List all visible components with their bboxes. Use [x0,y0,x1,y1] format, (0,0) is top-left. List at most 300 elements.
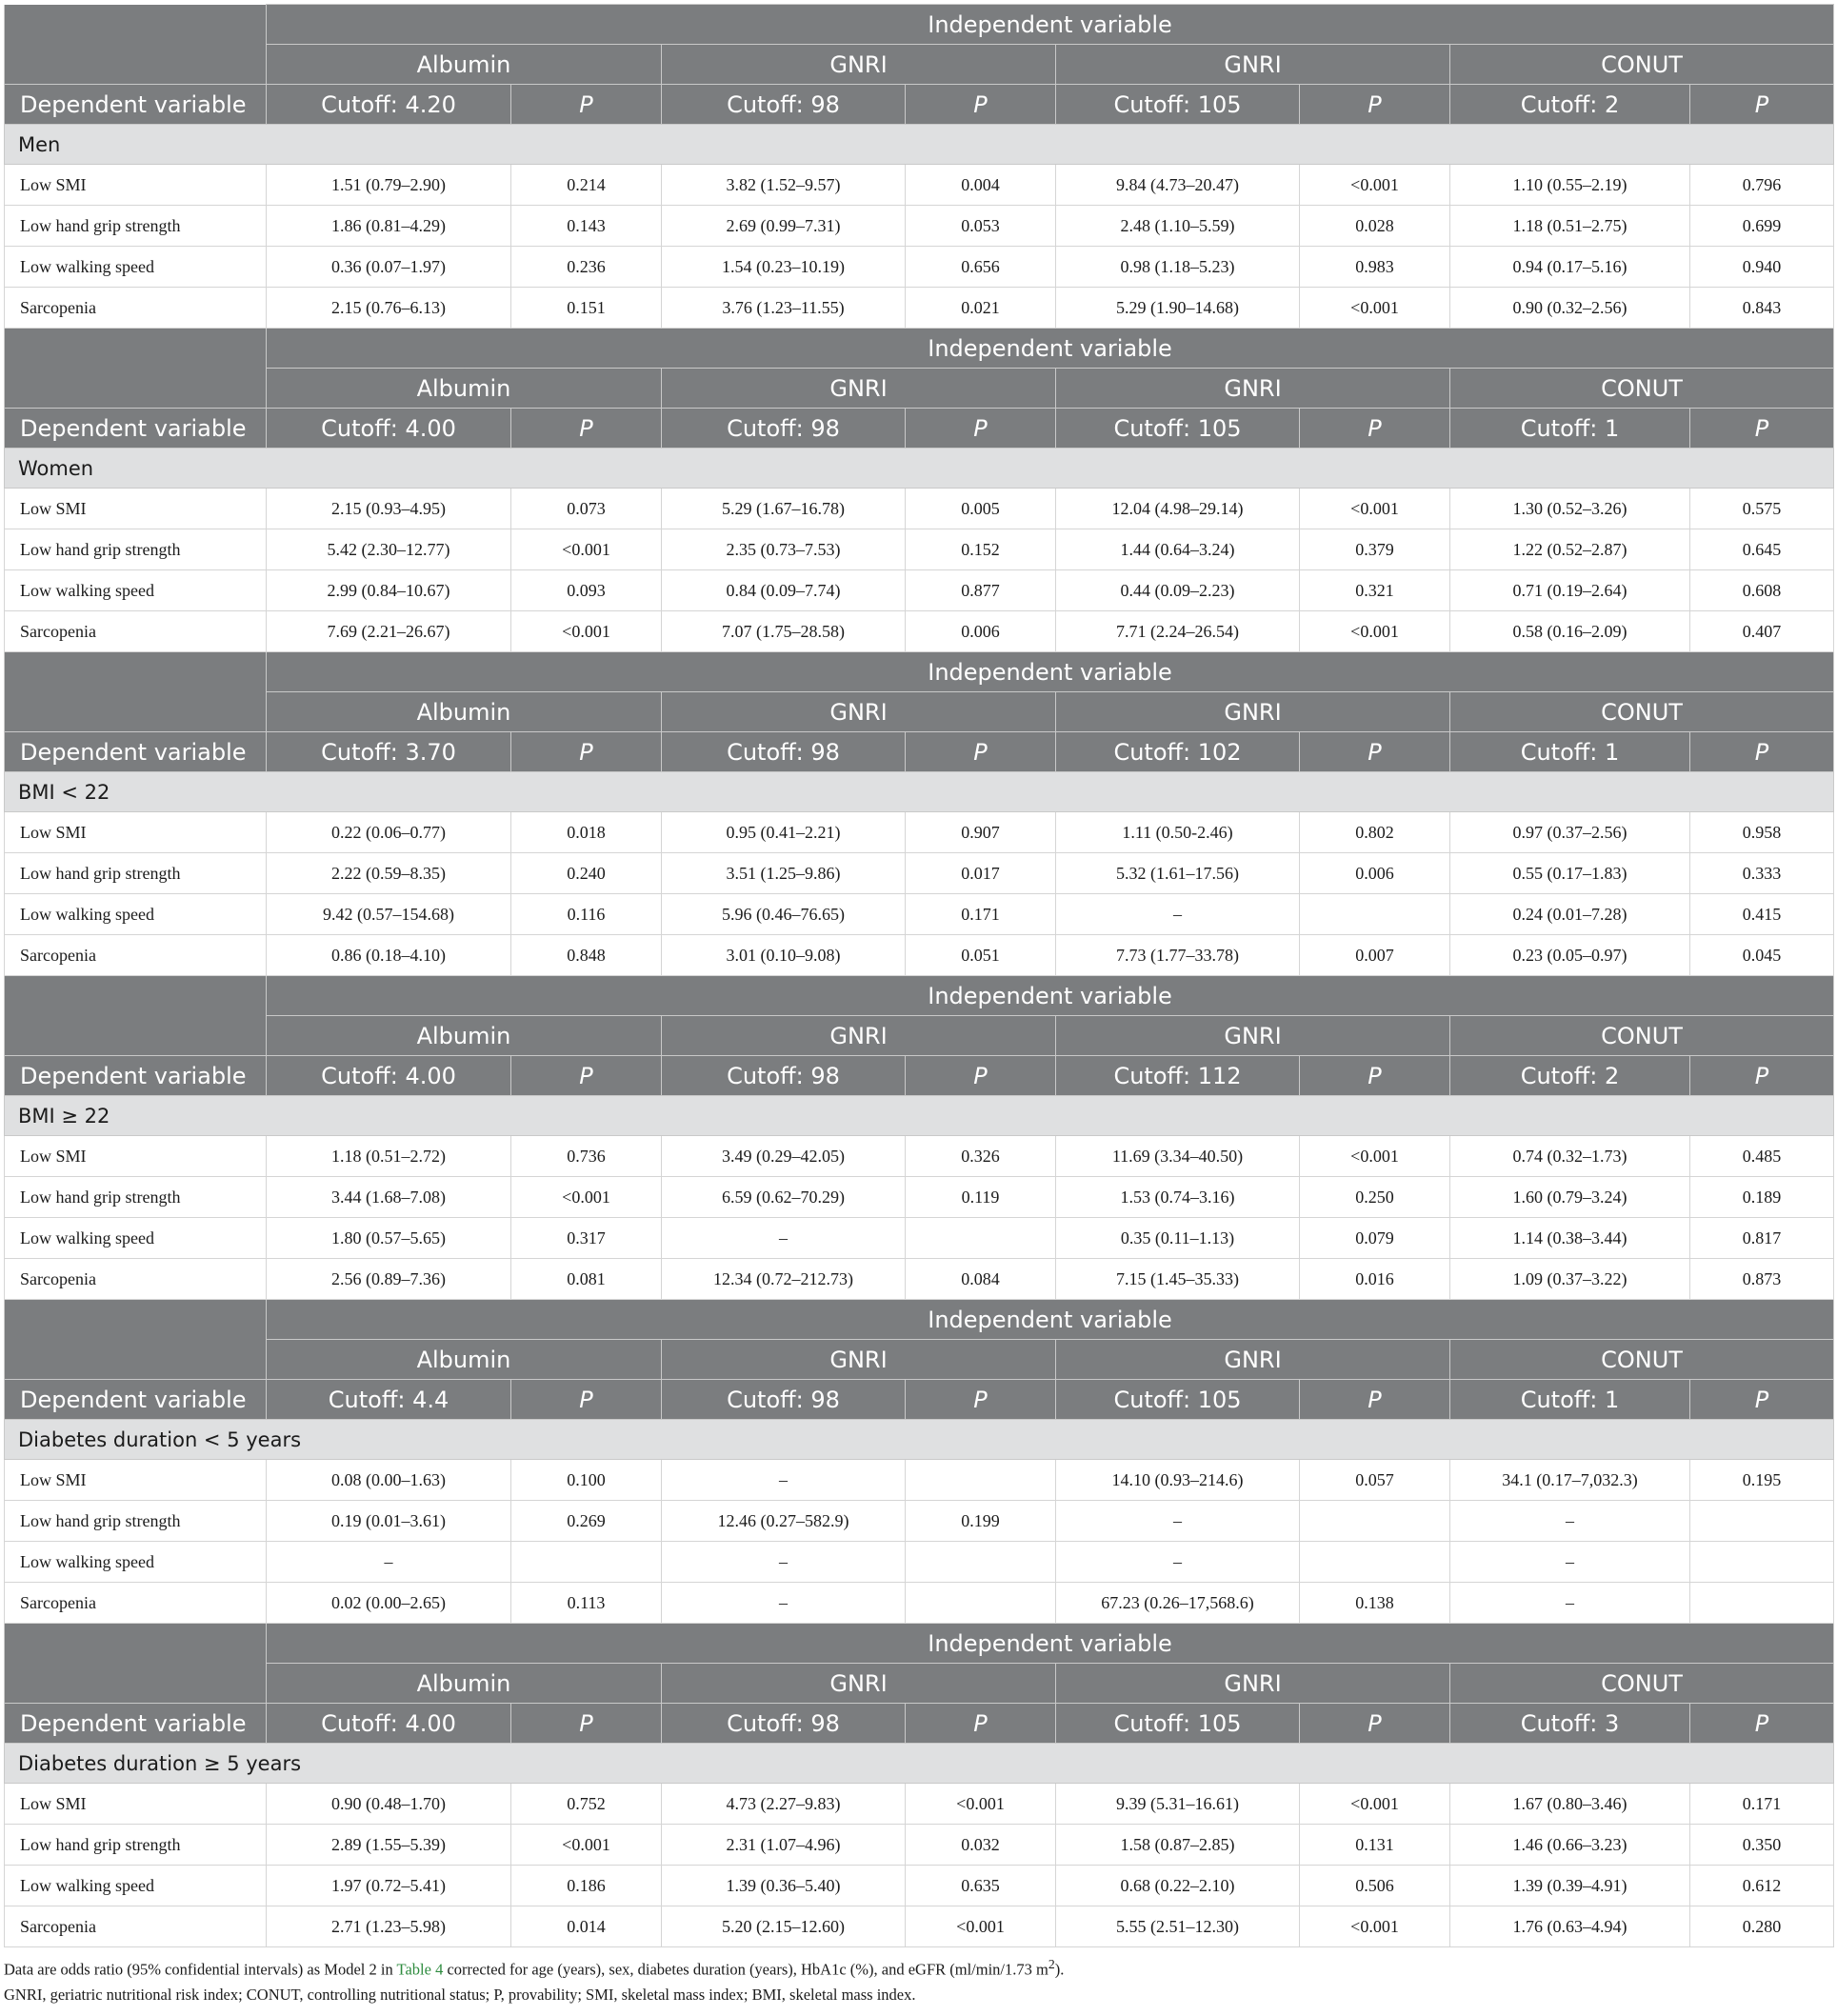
p-value-cell: 0.699 [1690,206,1834,247]
header-row-independent [5,652,1834,692]
cutoff-header: Cutoff: 4.4 [267,1380,511,1420]
header-row-indices [5,45,1834,85]
odds-ratio-cell: 0.74 (0.32–1.73) [1450,1136,1690,1177]
odds-ratio-cell: 0.95 (0.41–2.21) [662,812,906,853]
row-label: Low hand grip strength [5,206,267,247]
dependent-variable-header: Dependent variable [5,1380,267,1420]
p-value-cell: 0.152 [906,529,1056,570]
p-value-cell: 0.006 [1300,853,1450,894]
p-value-cell: 0.006 [906,611,1056,652]
header-row-independent [5,976,1834,1016]
row-label: Low SMI [5,1784,267,1825]
p-value-cell: 0.032 [906,1825,1056,1866]
p-value-cell: 0.131 [1300,1825,1450,1866]
p-value-cell: 0.057 [1300,1460,1450,1501]
odds-ratio-cell: 12.46 (0.27–582.9) [662,1501,906,1542]
odds-ratio-cell: – [662,1583,906,1624]
odds-ratio-cell: 1.86 (0.81–4.29) [267,206,511,247]
table-row [5,206,1834,247]
row-label: Low walking speed [5,570,267,611]
row-label: Low hand grip strength [5,1501,267,1542]
p-value-cell: 0.171 [1690,1784,1834,1825]
group-label: BMI < 22 [5,772,1834,812]
p-header: P [906,732,1056,772]
odds-ratio-cell: 0.02 (0.00–2.65) [267,1583,511,1624]
p-value-cell [906,1218,1056,1259]
odds-ratio-cell: 12.34 (0.72–212.73) [662,1259,906,1300]
odds-ratio-cell: 1.46 (0.66–3.23) [1450,1825,1690,1866]
p-header: P [1690,1704,1834,1744]
independent-variable-header: Independent variable [267,976,1834,1016]
row-label: Low walking speed [5,894,267,935]
table-row [5,247,1834,288]
p-value-cell: 0.250 [1300,1177,1450,1218]
odds-ratio-cell: 7.07 (1.75–28.58) [662,611,906,652]
table-row [5,1501,1834,1542]
dependent-variable-header: Dependent variable [5,409,267,449]
index-header: GNRI [1056,1340,1450,1380]
group-label: Women [5,449,1834,489]
p-header: P [1690,1056,1834,1096]
row-label: Sarcopenia [5,1583,267,1624]
dependent-variable-header: Dependent variable [5,732,267,772]
p-value-cell: 0.093 [511,570,662,611]
p-value-cell: 0.113 [511,1583,662,1624]
cutoff-header: Cutoff: 98 [662,409,906,449]
p-value-cell [906,1542,1056,1583]
odds-ratio-cell: 1.30 (0.52–3.26) [1450,489,1690,529]
odds-ratio-cell: – [662,1460,906,1501]
dependent-variable-header: Dependent variable [5,1704,267,1744]
odds-ratio-cell: 1.76 (0.63–4.94) [1450,1906,1690,1947]
table-row [5,529,1834,570]
row-label: Low SMI [5,1460,267,1501]
p-value-cell: <0.001 [906,1906,1056,1947]
p-value-cell: 0.407 [1690,611,1834,652]
p-value-cell: 0.081 [511,1259,662,1300]
p-value-cell: 0.796 [1690,165,1834,206]
row-label: Low walking speed [5,1218,267,1259]
index-header: CONUT [1450,1016,1834,1056]
p-value-cell: 0.116 [511,894,662,935]
odds-ratio-cell: 2.89 (1.55–5.39) [267,1825,511,1866]
cutoff-header: Cutoff: 98 [662,85,906,125]
odds-ratio-cell: 1.11 (0.50-2.46) [1056,812,1300,853]
p-value-cell: <0.001 [511,611,662,652]
p-value-cell: 0.280 [1690,1906,1834,1947]
table-row [5,1784,1834,1825]
p-value-cell: 0.151 [511,288,662,329]
table-row [5,1583,1834,1624]
odds-ratio-cell: 2.15 (0.76–6.13) [267,288,511,329]
index-header: GNRI [662,45,1056,85]
header-stub [5,329,267,369]
p-value-cell: 0.506 [1300,1866,1450,1906]
p-value-cell: 0.940 [1690,247,1834,288]
p-value-cell: 0.983 [1300,247,1450,288]
p-value-cell: <0.001 [511,1177,662,1218]
odds-ratio-cell: 3.82 (1.52–9.57) [662,165,906,206]
row-label: Low SMI [5,165,267,206]
odds-ratio-cell: 0.23 (0.05–0.97) [1450,935,1690,976]
odds-ratio-cell: 2.99 (0.84–10.67) [267,570,511,611]
odds-ratio-cell: 0.90 (0.32–2.56) [1450,288,1690,329]
table-row [5,1825,1834,1866]
odds-ratio-cell: 1.51 (0.79–2.90) [267,165,511,206]
odds-ratio-cell: 1.14 (0.38–3.44) [1450,1218,1690,1259]
odds-ratio-cell: 1.09 (0.37–3.22) [1450,1259,1690,1300]
index-header: GNRI [662,1664,1056,1704]
odds-ratio-cell: 12.04 (4.98–29.14) [1056,489,1300,529]
p-header: P [1300,1056,1450,1096]
p-value-cell [1690,1501,1834,1542]
p-value-cell: 0.612 [1690,1866,1834,1906]
row-label: Low hand grip strength [5,1825,267,1866]
odds-ratio-cell: 0.58 (0.16–2.09) [1450,611,1690,652]
index-header: GNRI [1056,369,1450,409]
table-row [5,1177,1834,1218]
odds-ratio-cell: 34.1 (0.17–7,032.3) [1450,1460,1690,1501]
p-header: P [511,1380,662,1420]
p-value-cell: <0.001 [511,1825,662,1866]
odds-ratio-cell: 1.97 (0.72–5.41) [267,1866,511,1906]
p-value-cell: 0.379 [1300,529,1450,570]
p-value-cell: 0.958 [1690,812,1834,853]
p-value-cell: 0.877 [906,570,1056,611]
row-label: Sarcopenia [5,288,267,329]
odds-ratio-cell: 2.22 (0.59–8.35) [267,853,511,894]
header-stub [5,5,267,45]
cutoff-header: Cutoff: 4.20 [267,85,511,125]
odds-ratio-cell: – [1056,1501,1300,1542]
p-header: P [1300,1704,1450,1744]
table-row [5,570,1834,611]
cutoff-header: Cutoff: 105 [1056,1704,1300,1744]
odds-ratio-cell: 7.69 (2.21–26.67) [267,611,511,652]
row-label: Low walking speed [5,247,267,288]
p-value-cell: 0.240 [511,853,662,894]
header-row-indices [5,1340,1834,1380]
table-row [5,1542,1834,1583]
odds-ratio-cell: – [662,1542,906,1583]
odds-ratio-cell: 1.58 (0.87–2.85) [1056,1825,1300,1866]
row-label: Sarcopenia [5,1259,267,1300]
independent-variable-header: Independent variable [267,329,1834,369]
p-value-cell: <0.001 [906,1784,1056,1825]
p-header: P [511,1056,662,1096]
cutoff-header: Cutoff: 2 [1450,1056,1690,1096]
group-label: Men [5,125,1834,165]
group-row [5,1744,1834,1784]
index-header: GNRI [662,369,1056,409]
dependent-variable-header: Dependent variable [5,85,267,125]
odds-ratio-table [4,4,1834,1947]
row-label: Sarcopenia [5,611,267,652]
odds-ratio-cell: 3.01 (0.10–9.08) [662,935,906,976]
p-value-cell: 0.014 [511,1906,662,1947]
p-header: P [511,409,662,449]
odds-ratio-cell: 2.56 (0.89–7.36) [267,1259,511,1300]
p-value-cell: <0.001 [1300,288,1450,329]
odds-ratio-cell: 0.08 (0.00–1.63) [267,1460,511,1501]
p-value-cell: 0.321 [1300,570,1450,611]
odds-ratio-cell: 67.23 (0.26–17,568.6) [1056,1583,1300,1624]
odds-ratio-cell: 0.24 (0.01–7.28) [1450,894,1690,935]
odds-ratio-cell: 5.29 (1.90–14.68) [1056,288,1300,329]
footnote-data-description: Data are odds ratio (95% confidential intervals) as Model 2 in Table 4 corrected for age (years), sex, diabetes duration (years), HbA1c (%), and eGFR (ml/min/1.73 $m^2$). [4,1957,1065,1979]
p-header: P [1300,85,1450,125]
row-label: Low SMI [5,1136,267,1177]
p-value-cell: 0.752 [511,1784,662,1825]
p-value-cell: 0.635 [906,1866,1056,1906]
p-value-cell: <0.001 [1300,489,1450,529]
row-label: Low hand grip strength [5,853,267,894]
table-row [5,611,1834,652]
table-row [5,894,1834,935]
p-value-cell: 0.415 [1690,894,1834,935]
p-header: P [1690,409,1834,449]
p-header: P [906,1056,1056,1096]
cutoff-header: Cutoff: 2 [1450,85,1690,125]
p-value-cell [511,1542,662,1583]
index-header: Albumin [267,369,662,409]
odds-ratio-cell: 2.31 (1.07–4.96) [662,1825,906,1866]
p-value-cell: <0.001 [511,529,662,570]
cutoff-header: Cutoff: 4.00 [267,409,511,449]
p-value-cell: 0.028 [1300,206,1450,247]
p-value-cell [906,1583,1056,1624]
header-row-independent [5,1624,1834,1664]
p-value-cell [1300,1542,1450,1583]
p-header: P [906,85,1056,125]
odds-ratio-cell: 5.29 (1.67–16.78) [662,489,906,529]
p-value-cell: <0.001 [1300,611,1450,652]
odds-ratio-cell: 0.55 (0.17–1.83) [1450,853,1690,894]
p-header: P [1690,1380,1834,1420]
group-row [5,449,1834,489]
header-stub [5,692,267,732]
cutoff-header: Cutoff: 4.00 [267,1056,511,1096]
p-value-cell: 0.053 [906,206,1056,247]
row-label: Sarcopenia [5,935,267,976]
odds-ratio-cell: 0.71 (0.19–2.64) [1450,570,1690,611]
odds-ratio-cell: 1.60 (0.79–3.24) [1450,1177,1690,1218]
odds-ratio-cell: 5.20 (2.15–12.60) [662,1906,906,1947]
row-label: Sarcopenia [5,1906,267,1947]
p-header: P [1300,732,1450,772]
cutoff-header: Cutoff: 1 [1450,1380,1690,1420]
odds-ratio-cell: 0.19 (0.01–3.61) [267,1501,511,1542]
header-row-independent [5,329,1834,369]
odds-ratio-cell: 0.44 (0.09–2.23) [1056,570,1300,611]
p-header: P [906,1704,1056,1744]
p-value-cell: 0.214 [511,165,662,206]
p-value-cell: 0.004 [906,165,1056,206]
odds-ratio-cell: 2.15 (0.93–4.95) [267,489,511,529]
table-row [5,1866,1834,1906]
header-row-independent [5,1300,1834,1340]
p-value-cell: 0.005 [906,489,1056,529]
p-header: P [906,1380,1056,1420]
odds-ratio-cell: 5.55 (2.51–12.30) [1056,1906,1300,1947]
odds-ratio-cell: 4.73 (2.27–9.83) [662,1784,906,1825]
index-header: CONUT [1450,369,1834,409]
p-header: P [906,409,1056,449]
odds-ratio-cell: – [1450,1542,1690,1583]
group-label: Diabetes duration ≥ 5 years [5,1744,1834,1784]
p-value-cell: 0.848 [511,935,662,976]
header-stub [5,45,267,85]
index-header: CONUT [1450,692,1834,732]
cutoff-header: Cutoff: 1 [1450,409,1690,449]
index-header: CONUT [1450,45,1834,85]
cutoff-header: Cutoff: 4.00 [267,1704,511,1744]
p-value-cell: 0.317 [511,1218,662,1259]
index-header: Albumin [267,45,662,85]
index-header: CONUT [1450,1664,1834,1704]
header-stub [5,1664,267,1704]
cutoff-header: Cutoff: 98 [662,732,906,772]
p-value-cell [1300,894,1450,935]
header-stub [5,1300,267,1340]
p-value-cell: 0.016 [1300,1259,1450,1300]
header-row-cutoffs [5,1704,1834,1744]
row-label: Low hand grip strength [5,1177,267,1218]
table-footnotes [4,1952,1833,2007]
p-value-cell: 0.645 [1690,529,1834,570]
table-row [5,165,1834,206]
odds-ratio-cell: 3.49 (0.29–42.05) [662,1136,906,1177]
p-value-cell: 0.100 [511,1460,662,1501]
p-value-cell [1300,1501,1450,1542]
odds-ratio-cell: – [1056,1542,1300,1583]
p-header: P [511,1704,662,1744]
odds-ratio-cell: 2.69 (0.99–7.31) [662,206,906,247]
index-header: GNRI [662,1016,1056,1056]
table-row [5,1906,1834,1947]
p-value-cell: 0.350 [1690,1825,1834,1866]
p-value-cell: <0.001 [1300,165,1450,206]
group-row [5,1420,1834,1460]
odds-ratio-cell: 1.80 (0.57–5.65) [267,1218,511,1259]
p-value-cell: 0.051 [906,935,1056,976]
cutoff-header: Cutoff: 98 [662,1380,906,1420]
index-header: GNRI [1056,45,1450,85]
odds-ratio-cell: 0.97 (0.37–2.56) [1450,812,1690,853]
cutoff-header: Cutoff: 102 [1056,732,1300,772]
row-label: Low hand grip strength [5,529,267,570]
independent-variable-header: Independent variable [267,5,1834,45]
table-4-link[interactable]: Table 4 [396,1960,444,1979]
footnote-abbreviations: GNRI, geriatric nutritional risk index; CONUT, controlling nutritional status; P, provability; SMI, skeletal mass index; BMI, skeletal mass index. [4,1985,916,2004]
table-row [5,1218,1834,1259]
odds-ratio-cell: 0.84 (0.09–7.74) [662,570,906,611]
odds-ratio-cell: – [267,1542,511,1583]
odds-ratio-cell: – [1450,1501,1690,1542]
p-value-cell: 0.186 [511,1866,662,1906]
p-value-cell: 0.269 [511,1501,662,1542]
row-label: Low SMI [5,812,267,853]
results-table-container [4,4,1833,1947]
cutoff-header: Cutoff: 105 [1056,85,1300,125]
row-label: Low walking speed [5,1866,267,1906]
dependent-variable-header: Dependent variable [5,1056,267,1096]
odds-ratio-cell: 14.10 (0.93–214.6) [1056,1460,1300,1501]
index-header: Albumin [267,1016,662,1056]
p-value-cell: 0.138 [1300,1583,1450,1624]
p-value-cell: 0.018 [511,812,662,853]
group-row [5,1096,1834,1136]
p-value-cell: 0.608 [1690,570,1834,611]
odds-ratio-cell: 1.39 (0.39–4.91) [1450,1866,1690,1906]
p-header: P [1300,1380,1450,1420]
index-header: GNRI [662,1340,1056,1380]
p-value-cell [906,1460,1056,1501]
odds-ratio-cell: 0.68 (0.22–2.10) [1056,1866,1300,1906]
p-value-cell: 0.007 [1300,935,1450,976]
table-row [5,288,1834,329]
odds-ratio-cell: 2.35 (0.73–7.53) [662,529,906,570]
odds-ratio-cell: 9.39 (5.31–16.61) [1056,1784,1300,1825]
p-header: P [511,85,662,125]
independent-variable-header: Independent variable [267,652,1834,692]
header-row-independent [5,5,1834,45]
p-value-cell: 0.084 [906,1259,1056,1300]
table-row [5,489,1834,529]
p-value-cell: 0.045 [1690,935,1834,976]
p-header: P [1690,732,1834,772]
header-row-cutoffs [5,1056,1834,1096]
odds-ratio-cell: 9.84 (4.73–20.47) [1056,165,1300,206]
header-stub [5,1624,267,1664]
p-value-cell: 0.143 [511,206,662,247]
p-value-cell: 0.575 [1690,489,1834,529]
header-row-cutoffs [5,85,1834,125]
odds-ratio-cell: 0.90 (0.48–1.70) [267,1784,511,1825]
row-label: Low walking speed [5,1542,267,1583]
cutoff-header: Cutoff: 98 [662,1704,906,1744]
odds-ratio-cell: 7.15 (1.45–35.33) [1056,1259,1300,1300]
table-row [5,1460,1834,1501]
cutoff-header: Cutoff: 98 [662,1056,906,1096]
odds-ratio-cell: – [1056,894,1300,935]
odds-ratio-cell: 1.10 (0.55–2.19) [1450,165,1690,206]
group-label: BMI ≥ 22 [5,1096,1834,1136]
cutoff-header: Cutoff: 105 [1056,1380,1300,1420]
table-row [5,1136,1834,1177]
p-value-cell: <0.001 [1300,1906,1450,1947]
p-value-cell: <0.001 [1300,1136,1450,1177]
index-header: CONUT [1450,1340,1834,1380]
cutoff-header: Cutoff: 3.70 [267,732,511,772]
p-value-cell: 0.017 [906,853,1056,894]
cutoff-header: Cutoff: 3 [1450,1704,1690,1744]
independent-variable-header: Independent variable [267,1624,1834,1664]
p-value-cell: 0.119 [906,1177,1056,1218]
p-value-cell: 0.326 [906,1136,1056,1177]
header-row-indices [5,692,1834,732]
index-header: Albumin [267,1664,662,1704]
p-value-cell: 0.021 [906,288,1056,329]
odds-ratio-cell: 11.69 (3.34–40.50) [1056,1136,1300,1177]
p-header: P [511,732,662,772]
group-row [5,772,1834,812]
header-row-cutoffs [5,732,1834,772]
header-row-indices [5,1016,1834,1056]
p-header: P [1690,85,1834,125]
header-row-indices [5,1664,1834,1704]
odds-ratio-cell: 6.59 (0.62–70.29) [662,1177,906,1218]
